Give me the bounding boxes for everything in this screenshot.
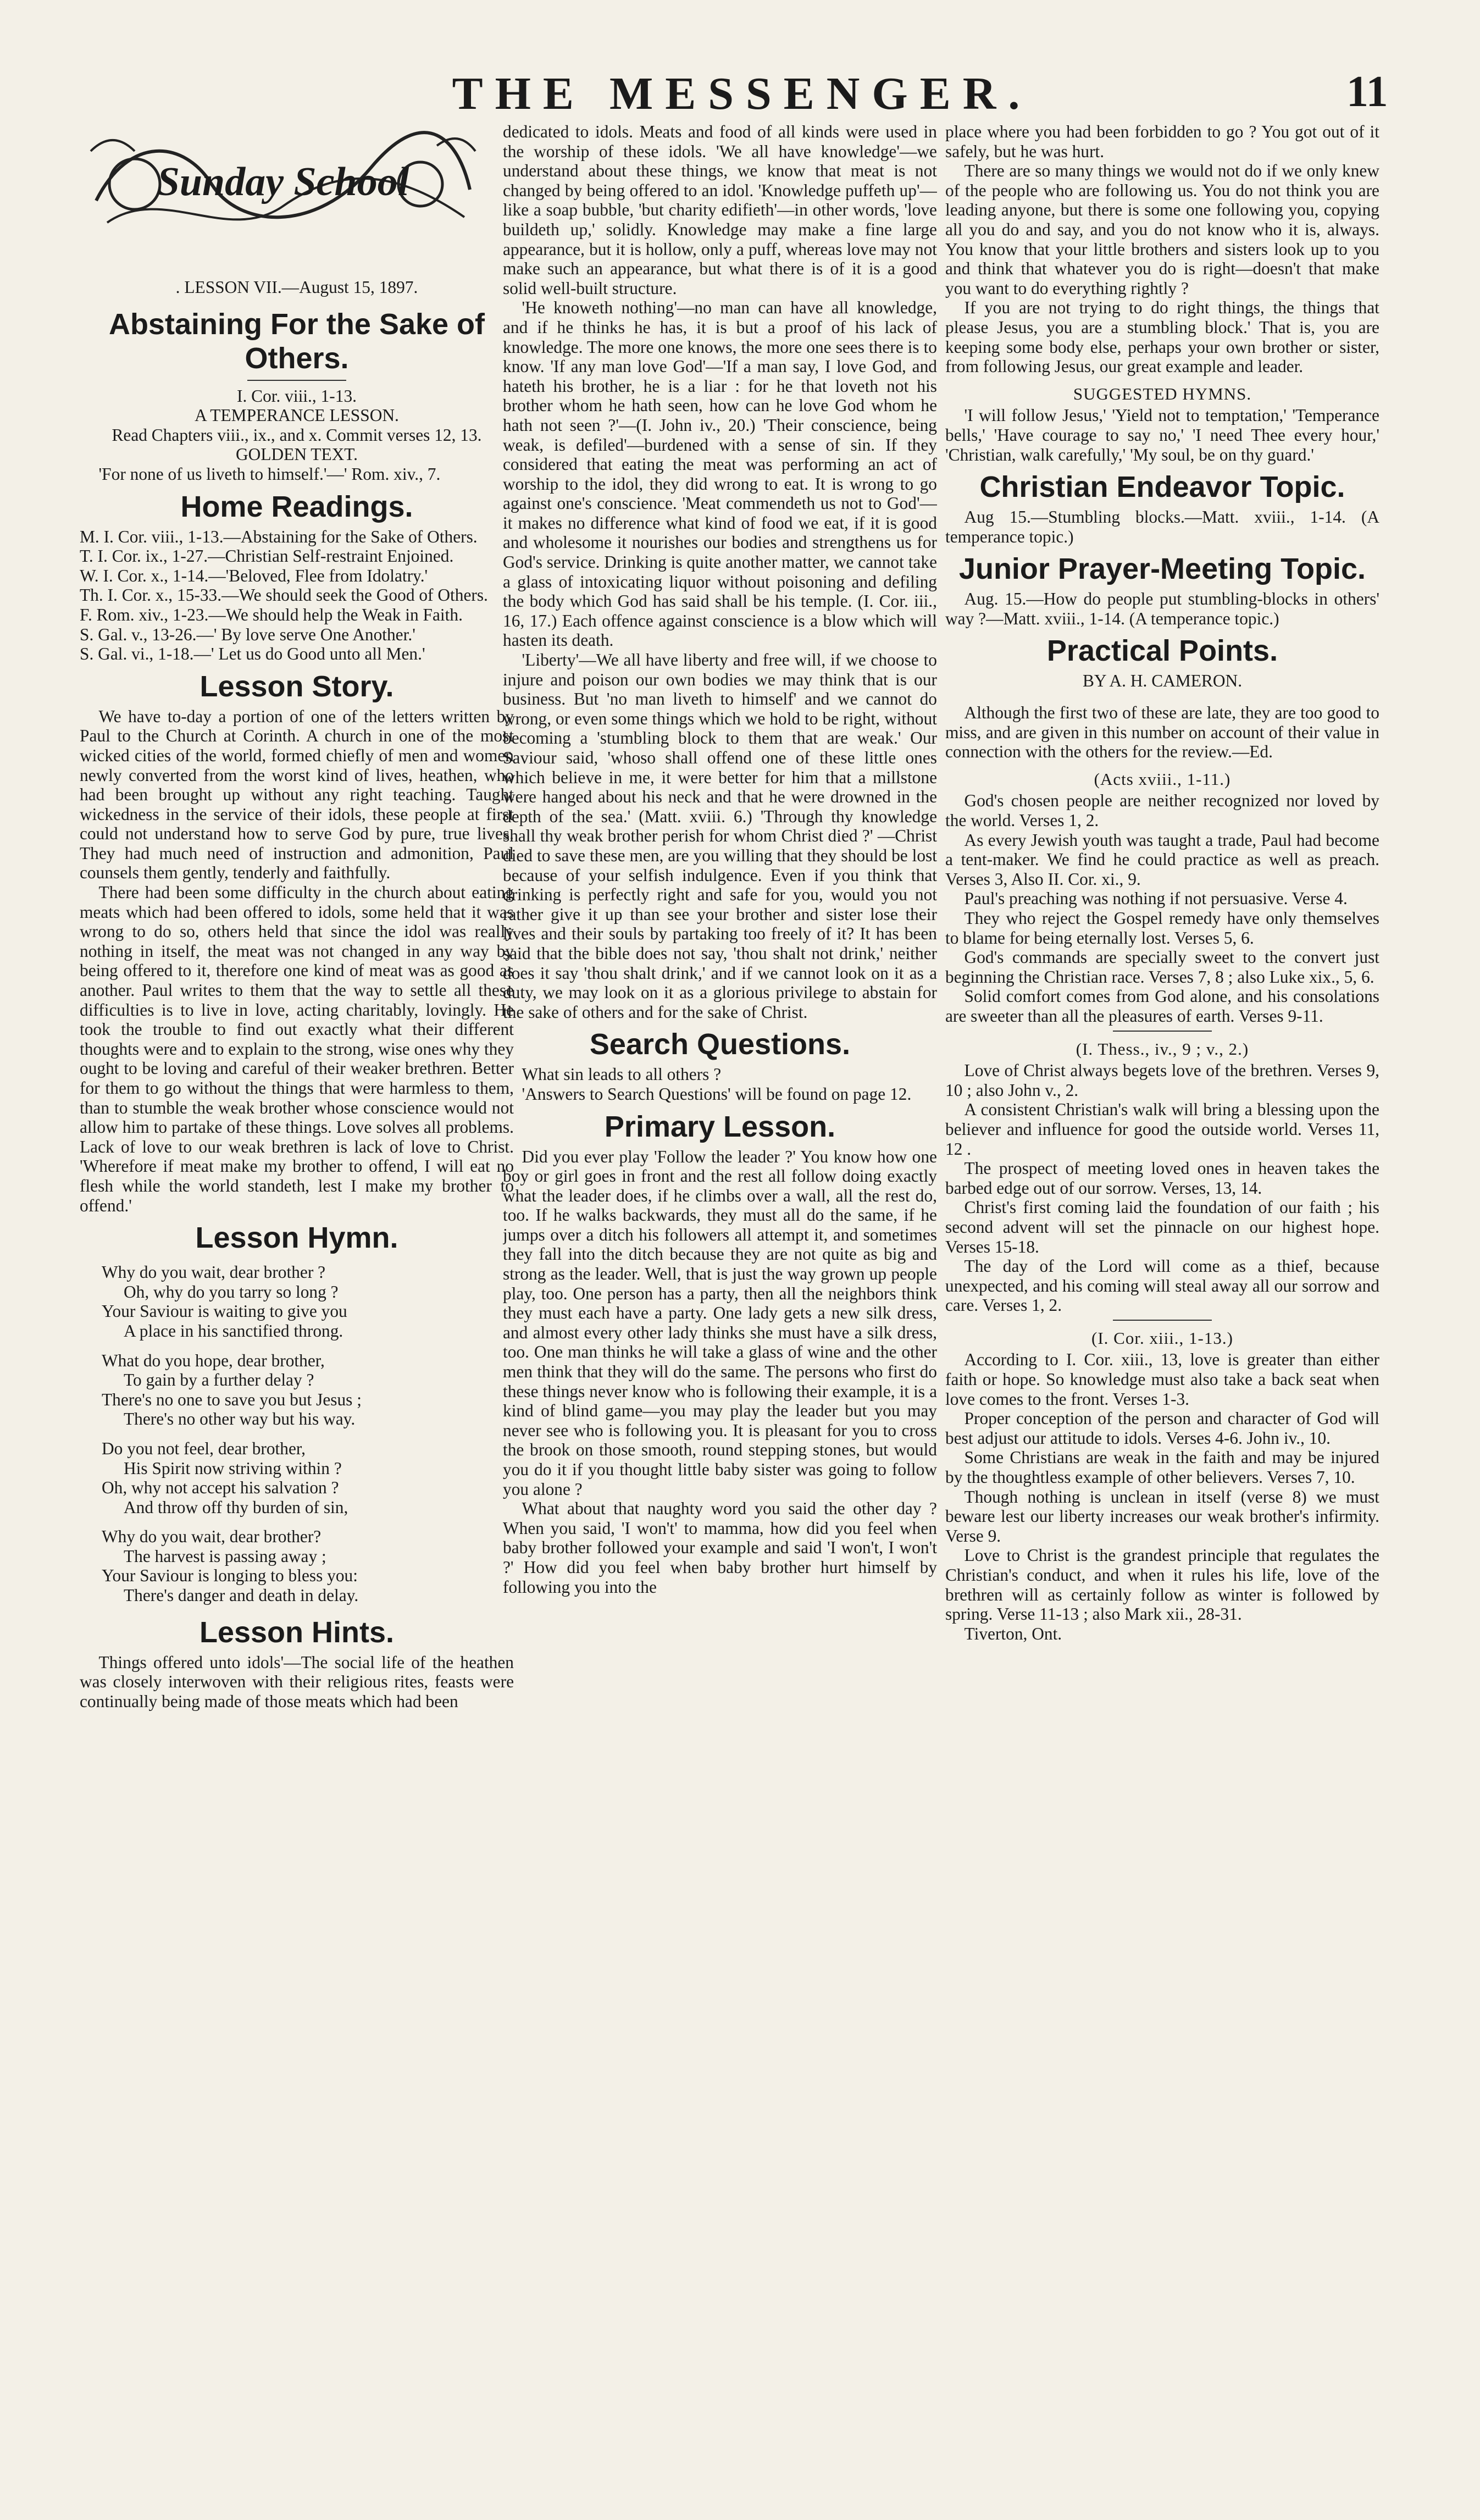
practical-point: Love of Christ always begets love of the brethren. Verses 9, 10 ; also John v., 2. [945, 1061, 1379, 1100]
christian-endeavor-topic: Aug 15.—Stumbling blocks.—Matt. xviii., 1-14. (A temperance topic.) [945, 507, 1379, 546]
practical-point: God's commands are specially sweet to the convert just beginning the Christian race. Verses 7, 8 ; also Luke xix., 5, 6. [945, 948, 1379, 987]
practical-point: Paul's preaching was nothing if not persuasive. Verse 4. [964, 889, 1348, 909]
practical-point: Christ's first coming laid the foundation of our faith ; his second advent will set the pinnacle on our highest hope. Verses 15-18. [945, 1198, 1379, 1256]
page-number: 11 [1346, 68, 1388, 116]
scripture-reference: I. Cor. viii., 1-13. [237, 386, 357, 406]
section-reference: (I. Cor. xiii., 1-13.) [1091, 1328, 1233, 1348]
reading-item: T. I. Cor. ix., 1-27.—Christian Self-restraint Enjoined. [80, 546, 454, 566]
reading-item: S. Gal. v., 13-26.—' By love serve One Another.' [80, 624, 415, 644]
hymn-stanza: What do you hope, dear brother, To gain by a further delay ? There's no one to save you but Jesus ; There's no other way but his way. [102, 1350, 362, 1429]
divider [1113, 1031, 1212, 1032]
hymn-stanza: Why do you wait, dear brother ? Oh, why do you tarry so long ? Your Saviour is waiting to give you A place in his sanctified throng. [102, 1262, 347, 1341]
hints-paragraph: 'He knoweth nothing'—no man can have all knowledge, and if he thinks he has, it is but a proof of his lack of knowledge. The more one knows, the more one sees there is to know. 'If any man love God'—'If a man say, I love God, and hateth his brother, he is a liar : for he that loveth not his brother whom he hath seen, how can he love God whom he hath not seen ?'—(I. John iv., 20.) 'Their conscience, being weak, is defiled'—burdened with a sense of sin. If they considered that eating the meat was performing an act of worship to the idol, they did wrong to eat. It is wrong to go against one's conscience. 'Meat commendeth us not to God'—it makes no difference what kind of food we eat, if it is good and wholesome it nourishes our bodies and strengthens us for God's service. Drinking is quite another matter, we cannot take a glass of intoxicating liquor without poisoning and defiling the body which God has said shall be his temple. (I. Cor. iii., 16, 17.) Each offence against conscience is a blow which will hasten its death. [503, 298, 937, 650]
suggested-hymns: 'I will follow Jesus,' 'Yield not to temptation,' 'Temperance bells,' 'Have courage to say no,' 'I need Thee every hour,' 'Christian, walk carefully,' 'My soul, be on thy guard.' [945, 406, 1379, 464]
search-question: What sin leads to all others ? [522, 1065, 722, 1084]
golden-text: 'For none of us liveth to himself.'—' Rom. xiv., 7. [98, 464, 441, 484]
primary-paragraph: Did you ever play 'Follow the leader ?' You know how one boy or girl goes in front and the rest all follow doing exactly what the leader does, if he climbs over a wall, all the rest do, too. If he walks backwards, they must all do the same, if he jumps over a ditch his followers all attempt it, and sometimes they fall into the ditch because they are not quite as big and strong as the leader. Well, that is just the way grown up people play, too. One person has a party, then all the neighbors think they must each have a party. One lady gets a new silk dress, and almost every other lady thinks she must have a silk dress, too. One man thinks he will take a glass of wine and the other men think that they will do the same. The persons who first do these things never know who is following their example, it is a kind of blind game—you may play the leader but you may never see who is following you. It is pleasant for you to cross the brook on those smooth, round stepping stones, but would you do it if you thought little baby sister was going to follow you alone ? [503, 1147, 937, 1499]
svg-text:Sunday School: Sunday School [157, 159, 409, 204]
practical-point: Some Christians are weak in the faith and may be injured by the thoughtless example of other believers. Verses 7, 10. [945, 1448, 1379, 1487]
practical-point: The day of the Lord will come as a thief, because unexpected, and his coming will steal away all our sorrow and care. Verses 1, 2. [945, 1256, 1379, 1315]
section-reference: (I. Thess., iv., 9 ; v., 2.) [1076, 1039, 1249, 1059]
divider [1113, 1320, 1212, 1321]
section-reference: (Acts xviii., 1-11.) [1094, 769, 1231, 789]
practical-point: According to I. Cor. xiii., 13, love is greater than either faith or hope. So knowledge must also take a back seat when love comes to the front. Verses 1-3. [945, 1350, 1379, 1409]
practical-point: Love to Christ is the grandest principle that regulates the Christian's conduct, and when it rules his life, love of the brethren will as certainly follow as winter is followed by spring. Verse 11-13 ; also Mark xii., 28-31. [945, 1546, 1379, 1624]
reading-instruction: Read Chapters viii., ix., and x. Commit verses 12, 13. [112, 425, 482, 445]
primary-paragraph: What about that naughty word you said the other day ? When you said, 'I won't' to mamma, how did you feel when baby brother followed your example and said 'I won't, I won't ?' How did you feel when baby brother hurt himself by following you into the [503, 1499, 937, 1597]
hints-paragraph: 'Liberty'—We all have liberty and free will, if we choose to injure and poison our own bodies we may think that is our business. But 'no man liveth to himself' and we cannot do wrong, or even some things which we hold to be right, without becoming a 'stumbling block to them that are weak.' Our Saviour said, 'whoso shall offend one of these little ones which believe in me, it were better for him that a millstone were hanged about his neck and that he were drowned in the depth of the sea.' (Matt. xviii. 6.) 'Through thy knowledge shall thy weak brother perish for whom Christ died ?' —Christ died to save these men, are you willing that they should be lost because of your selfish indulgence. Even if you think that drinking is perfectly right and safe for you, would you not rather give it up than see your brother and sister lose their lives and their souls by partaking too freely of it? It has been said that the bible does not say, 'thou shalt not drink,' neither does it say 'thou shalt drink,' and if we cannot look on it as a duty, we may look on it as a glorious privilege to abstain for the sake of others and for the sake of Christ. [503, 650, 937, 1022]
lesson-subtitle: A TEMPERANCE LESSON. [195, 406, 399, 425]
lesson-story-heading: Lesson Story. [199, 669, 394, 703]
story-paragraph: We have to-day a portion of one of the letters written by Paul to the Church at Corinth. A church in one of the most wicked cities of the world, formed chiefly of men and women newly converted from the worst kind of lives, heathen, who had been brought up without any right teaching. Taught wickedness in the service of their idols, these people at first could not understand how to serve God by pure, true lives. They had much need of instruction and admonition, Paul counsels them gently, tenderly and faithfully. [80, 706, 514, 883]
junior-prayer-meeting-heading: Junior Prayer-Meeting Topic. [958, 552, 1366, 586]
practical-point: Though nothing is unclean in itself (verse 8) we must beware lest our liberty increases our weak brother's infirmity. Verse 9. [945, 1487, 1379, 1546]
christian-endeavor-heading: Christian Endeavor Topic. [979, 470, 1345, 504]
practical-point: Proper conception of the person and character of God will best adjust our attitude to idols. Verses 4-6. John iv., 10. [945, 1409, 1379, 1448]
reading-item: M. I. Cor. viii., 1-13.—Abstaining for the Sake of Others. [80, 527, 478, 546]
sunday-school-ornament [85, 118, 481, 253]
practical-intro: Although the first two of these are late, they are too good to miss, and are given in this number on account of their value in connection with the others for the review.—Ed. [945, 703, 1379, 762]
home-readings-heading: Home Readings. [180, 490, 413, 523]
primary-lesson-heading: Primary Lesson. [604, 1110, 836, 1143]
primary-continued: place where you had been forbidden to go ? You got out of it safely, but he was hurt. [945, 122, 1379, 161]
lesson-number: . LESSON VII.—August 15, 1897. [175, 278, 418, 297]
lesson-hints-heading: Lesson Hints. [199, 1615, 395, 1649]
golden-text-heading: GOLDEN TEXT. [235, 445, 358, 464]
reading-item: Th. I. Cor. x., 15-33.—We should seek the Good of Others. [80, 585, 488, 605]
story-paragraph: There had been some difficulty in the church about eating meats which had been offered to idols, some held that it was wrong to do so, others held that since the idol was really nothing in itself, the meat was not changed in any way by being offered to it, therefore one kind of meat was as good as another. Paul writes to them that the way to settle all these difficulties is to live in love, acting charitably, lovingly. He took the trouble to find out exactly what their different thoughts were and to explain to the strong, wise ones why they ought to be loving and careful of their weaker brethren. Better for them to go without the things that were harmless to them, than to stumble the weak brother whose conscience would not allow him to partake of these things. Love solves all problems. Lack of love to our weak brethren is lack of love to Christ. 'Wherefore if meat make my brother to offend, I will eat no flesh while the world standeth, lest I make my brother to offend.' [80, 883, 514, 1215]
lesson-title: Abstaining For the Sake of Others. [108, 307, 485, 375]
practical-point: God's chosen people are neither recognized nor loved by the world. Verses 1, 2. [945, 791, 1379, 830]
reading-item: S. Gal. vi., 1-18.—' Let us do Good unto all Men.' [80, 644, 425, 664]
column-1 [80, 278, 514, 2520]
search-questions-heading: Search Questions. [589, 1028, 851, 1061]
reading-item: F. Rom. xiv., 1-23.—We should help the Weak in Faith. [80, 605, 463, 624]
hints-continued: dedicated to idols. Meats and food of all kinds were used in the worship of these idols. 'We all have knowledge'—we understand about these things, we know that meat is not changed by being offered to an idol. 'Knowledge puffeth up'—like a soap bubble, 'but charity edifieth'—in other words, 'love buildeth up,' solidly. Knowledge may make a fine large appearance, but it is hollow, only a puff, whereas love may not make such an appearance, but what there is of it is a good solid well-built structure. [503, 122, 937, 298]
signature-location: Tiverton, Ont. [964, 1624, 1062, 1643]
primary-paragraph: There are so many things we would not do if we only knew of the people who are following us. You do not think you are leading anyone, but there is some one following you, copying all you do and say, and you do not know who it is, always. You know that your little brothers and sisters look up to you and think that whatever you do is right—doesn't that make you want to do everything rightly ? [945, 161, 1379, 298]
hymn-stanza: Do you not feel, dear brother, His Spirit now striving within ? Oh, why not accept his salvation ? And throw off thy burden of sin, [102, 1438, 348, 1517]
column-2 [503, 122, 937, 2364]
hints-paragraph: Things offered unto idols'—The social life of the heathen was closely interwoven with their religious rites, feasts were continually being made of those meats which had been [80, 1652, 514, 1711]
newspaper-title: THE MESSENGER. [452, 68, 1032, 119]
practical-point: A consistent Christian's walk will bring a blessing upon the believer and influence for good the outside world. Verses 11, 12 . [945, 1100, 1379, 1159]
practical-point: As every Jewish youth was taught a trade, Paul had become a tent-maker. We find he could practice as well as preach. Verses 3, Also II. Cor. xi., 9. [945, 830, 1379, 889]
search-answers-note: 'Answers to Search Questions' will be found on page 12. [522, 1084, 912, 1104]
suggested-hymns-heading: SUGGESTED HYMNS. [1073, 384, 1252, 403]
practical-point: Solid comfort comes from God alone, and his consolations are sweeter than all the pleasures of earth. Verses 9-11. [945, 987, 1379, 1026]
primary-paragraph: If you are not trying to do right things, the things that please Jesus, you are a stumbling block.' That is, you are keeping some body else, perhaps your own brother or sister, from following Jesus, our great example and leader. [945, 298, 1379, 376]
reading-item: W. I. Cor. x., 1-14.—'Beloved, Flee from Idolatry.' [80, 566, 428, 585]
practical-points-heading: Practical Points. [1046, 634, 1278, 668]
masthead [0, 22, 1480, 119]
practical-point: The prospect of meeting loved ones in heaven takes the barbed edge out of our sorrow. Verses, 13, 14. [945, 1159, 1379, 1198]
column-3 [945, 122, 1379, 2364]
junior-prayer-meeting-topic: Aug. 15.—How do people put stumbling-blocks in others' way ?—Matt. xviii., 1-14. (A temperance topic.) [945, 589, 1379, 628]
byline: BY A. H. CAMERON. [1082, 671, 1243, 691]
practical-point: They who reject the Gospel remedy have only themselves to blame for being eternally lost. Verses 5, 6. [945, 909, 1379, 948]
divider [247, 380, 346, 381]
lesson-hymn-heading: Lesson Hymn. [195, 1221, 398, 1255]
hymn-stanza: Why do you wait, dear brother? The harvest is passing away ; Your Saviour is longing to bless you: There's danger and death in delay. [102, 1527, 359, 1605]
